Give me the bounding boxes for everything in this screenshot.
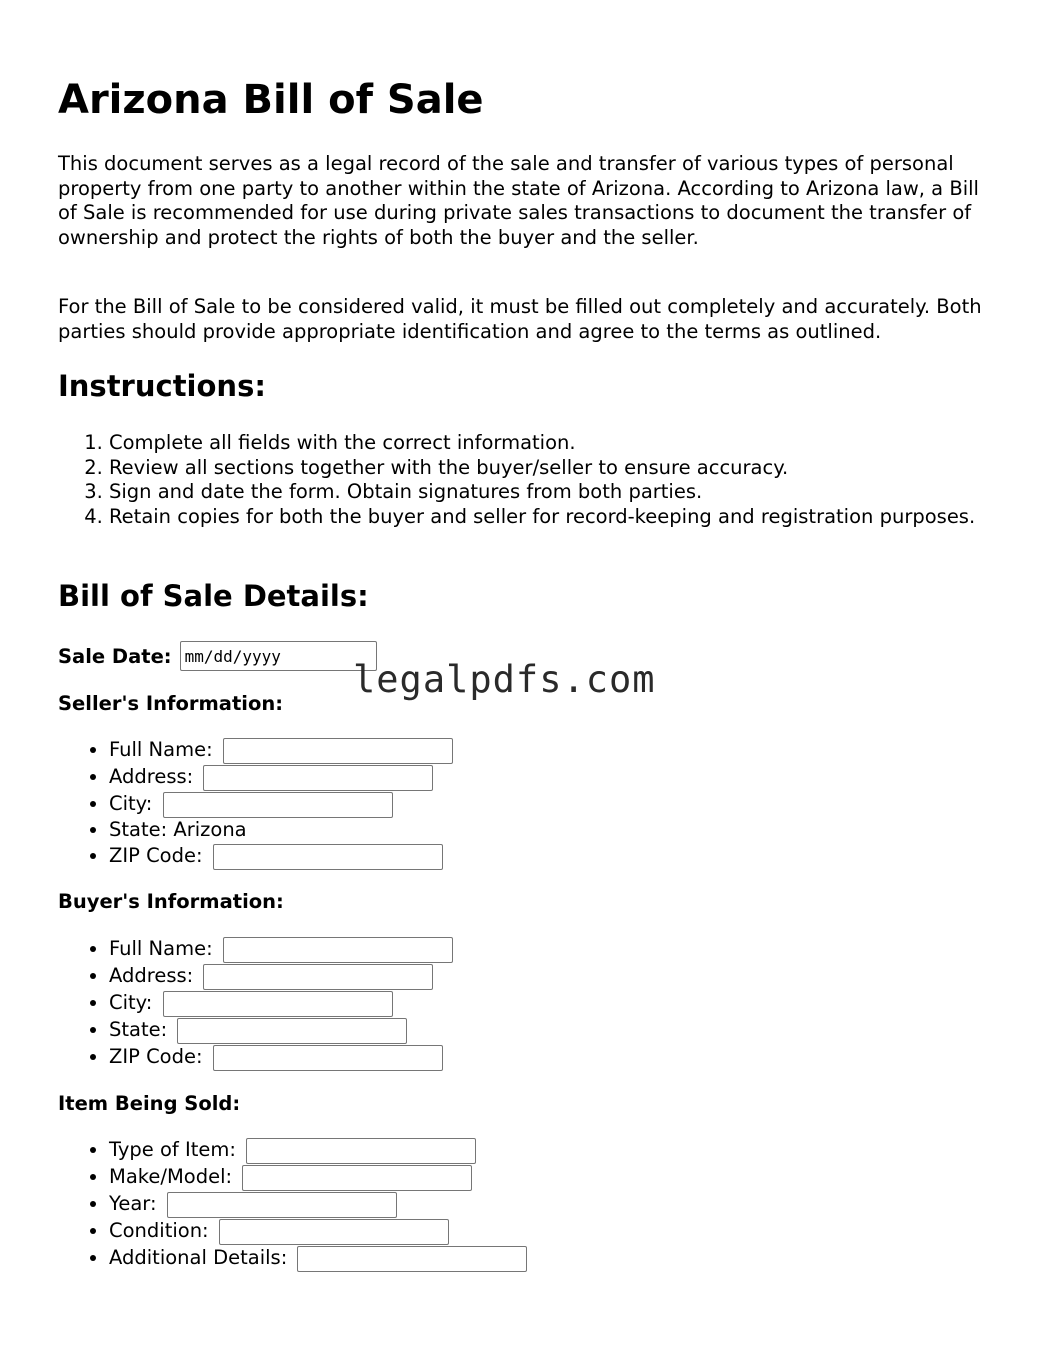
seller-fields <box>58 736 809 869</box>
item-make-model-label: Make/Model: <box>109 1165 233 1188</box>
list-item <box>109 736 809 763</box>
details-heading: Bill of Sale Details: <box>58 579 369 613</box>
instructions-heading: Instructions: <box>58 369 266 403</box>
seller-city-input[interactable] <box>163 792 393 818</box>
item-type-input[interactable] <box>246 1138 476 1164</box>
item-heading: Item Being Sold: <box>58 1092 241 1115</box>
sale-date-label: Sale Date: <box>58 644 172 668</box>
item-fields <box>58 1136 809 1271</box>
seller-zip-label: ZIP Code: <box>109 844 203 867</box>
buyer-state-label: State: <box>109 1018 168 1041</box>
seller-full-name-label: Full Name: <box>109 738 213 761</box>
list-item <box>109 1217 809 1244</box>
instructions-list <box>58 431 989 529</box>
list-item <box>109 790 809 817</box>
item-year-input[interactable] <box>167 1192 397 1218</box>
list-item <box>109 1136 809 1163</box>
page-title: Arizona Bill of Sale <box>58 77 484 123</box>
list-item <box>109 1016 809 1043</box>
item-year-label: Year: <box>109 1192 157 1215</box>
list-item <box>109 1244 809 1271</box>
list-item <box>109 989 809 1016</box>
item-type-label: Type of Item: <box>109 1138 236 1161</box>
buyer-fields <box>58 935 809 1070</box>
list-item <box>109 1043 809 1070</box>
instruction-item: 2. Review all sections together with the buyer/seller to ensure accuracy. <box>109 456 989 481</box>
intro-paragraph-2: For the Bill of Sale to be considered valid, it must be filled out completely and accurately. Both parties should provide appropriate identification and agree to the terms as outlined. <box>58 295 982 343</box>
seller-heading: Seller's Information: <box>58 692 284 715</box>
list-item <box>109 842 809 869</box>
list-item <box>109 817 809 842</box>
seller-city-label: City: <box>109 792 153 815</box>
buyer-full-name-label: Full Name: <box>109 937 213 960</box>
buyer-zip-label: ZIP Code: <box>109 1045 203 1068</box>
instruction-item: 1. Complete all fields with the correct information. <box>109 431 989 456</box>
item-additional-label: Additional Details: <box>109 1246 288 1269</box>
buyer-city-input[interactable] <box>163 991 393 1017</box>
seller-state-text: State: Arizona <box>109 818 247 841</box>
item-make-model-input[interactable] <box>242 1165 472 1191</box>
sale-date-row <box>58 641 377 671</box>
buyer-heading: Buyer's Information: <box>58 890 284 913</box>
list-item <box>109 1190 809 1217</box>
seller-zip-input[interactable] <box>213 844 443 870</box>
list-item <box>109 763 809 790</box>
instruction-item: 4. Retain copies for both the buyer and seller for record-keeping and registration purposes. <box>109 505 989 530</box>
item-condition-input[interactable] <box>219 1219 449 1245</box>
seller-full-name-input[interactable] <box>223 738 453 764</box>
watermark-text: legalpdfs.com <box>353 658 656 701</box>
seller-address-input[interactable] <box>203 765 433 791</box>
buyer-city-label: City: <box>109 991 153 1014</box>
buyer-state-input[interactable] <box>177 1018 407 1044</box>
list-item <box>109 935 809 962</box>
seller-address-label: Address: <box>109 765 194 788</box>
buyer-address-input[interactable] <box>203 964 433 990</box>
buyer-zip-input[interactable] <box>213 1045 443 1071</box>
intro-paragraph-1: This document serves as a legal record of the sale and transfer of various types of personal property from one party to another within the state of Arizona. According to Arizona law, a Bill of Sale is recommended for use during private sales transactions to document the transfer of ownership and protect the rights of both the buyer and the seller. <box>58 152 979 249</box>
item-additional-input[interactable] <box>297 1246 527 1272</box>
buyer-address-label: Address: <box>109 964 194 987</box>
item-condition-label: Condition: <box>109 1219 209 1242</box>
list-item <box>109 962 809 989</box>
list-item <box>109 1163 809 1190</box>
sale-date-input[interactable] <box>180 641 377 671</box>
instruction-item: 3. Sign and date the form. Obtain signatures from both parties. <box>109 480 989 505</box>
buyer-full-name-input[interactable] <box>223 937 453 963</box>
